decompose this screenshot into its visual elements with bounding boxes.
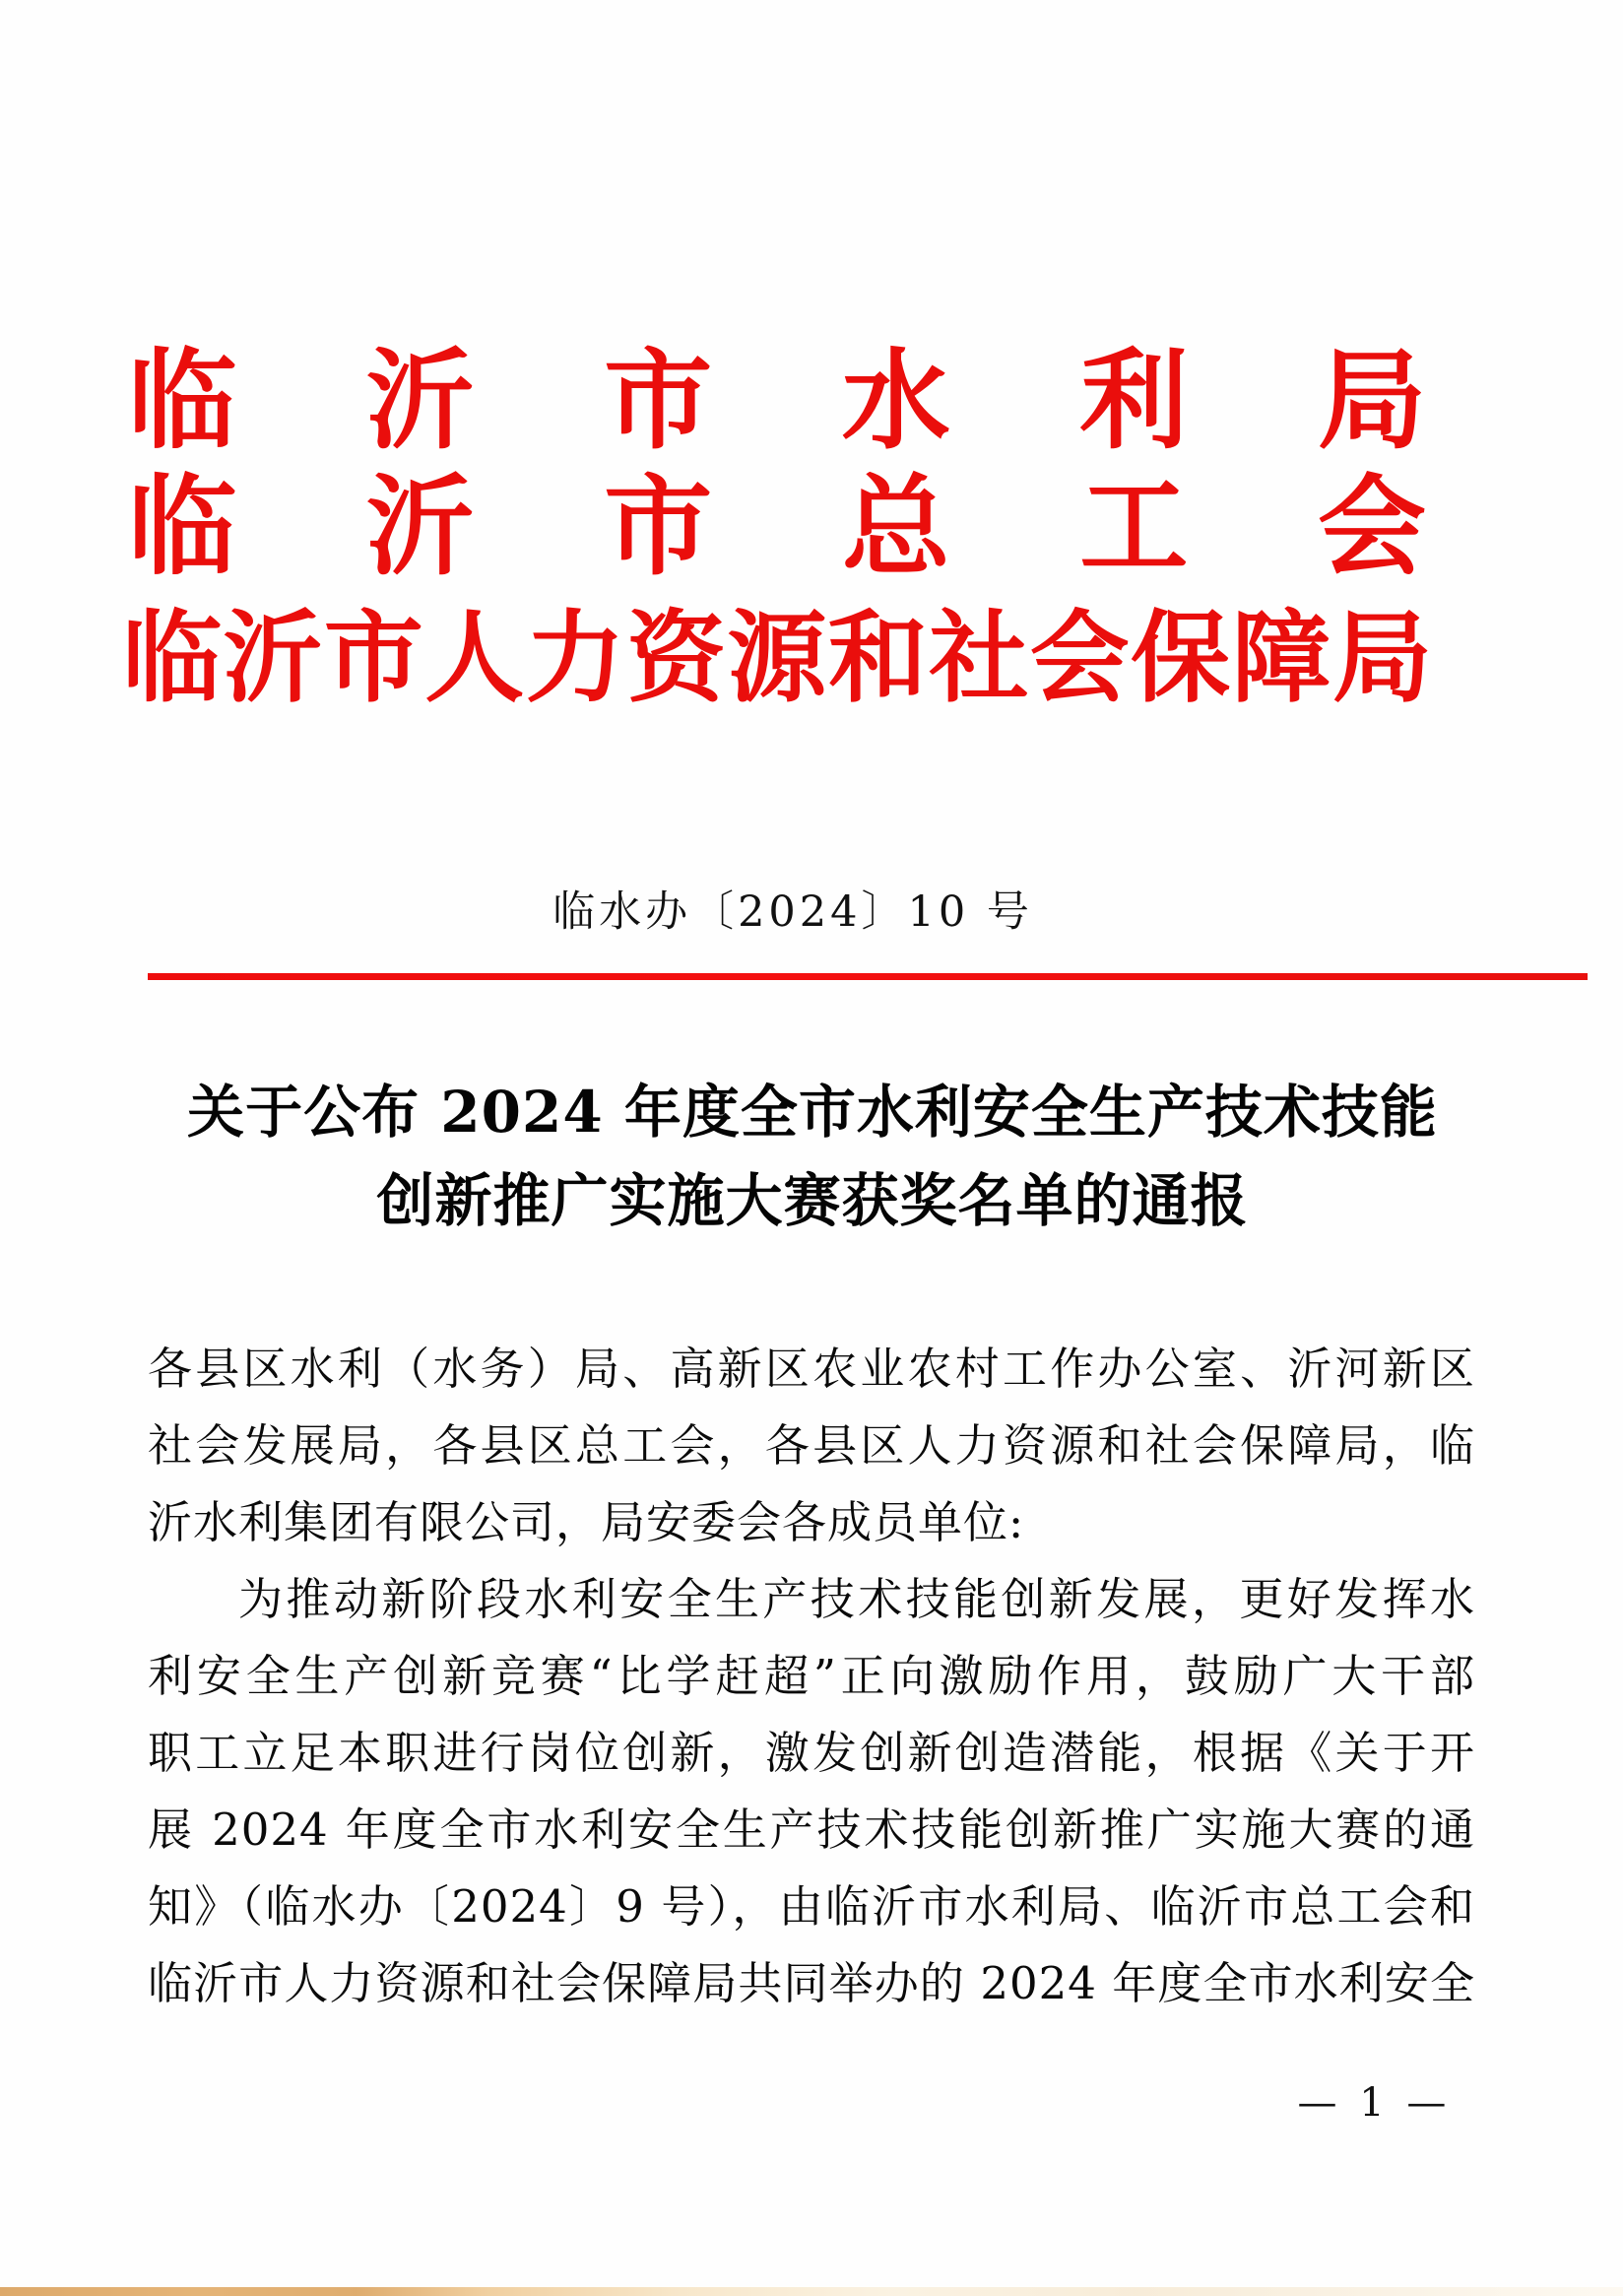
body-line: 利安全生产创新竞赛“比学赶超”正向激励作用，鼓励广大干部	[148, 1650, 1475, 1702]
body-line: 各县区水利（水务）局、高新区农业农村工作办公室、沂河新区	[148, 1343, 1475, 1395]
letterhead-red-rule	[148, 973, 1588, 980]
body-line: 社会发展局，各县区总工会，各县区人力资源和社会保障局，临	[148, 1419, 1475, 1472]
letterhead-org-line-1: 临沂市水利局	[128, 337, 1426, 464]
scan-edge-artifact	[0, 2287, 1623, 2296]
body-line: 临沂市人力资源和社会保障局共同举办的 2024 年度全市水利安全	[148, 1957, 1475, 2009]
body-line-salutation-end: 沂水利集团有限公司，局安委会各成员单位:	[148, 1496, 1025, 1548]
body-line: 知》（临水办〔2024〕9 号），由临沂市水利局、临沂市总工会和	[148, 1880, 1475, 1933]
letterhead-org-line-2: 临沂市总工会	[128, 463, 1426, 590]
body-line: 展 2024 年度全市水利安全生产技术技能创新推广实施大赛的通	[148, 1804, 1475, 1856]
document-title-line-1: 关于公布 2024 年度全市水利安全生产技术技能	[187, 1079, 1438, 1146]
document-body	[148, 1331, 1475, 2022]
body-line: 职工立足本职进行岗位创新，激发创新创造潜能，根据《关于开	[148, 1727, 1475, 1779]
document-number: 临水办〔2024〕10 号	[552, 887, 1033, 937]
letterhead-org-line-3: 临沂市人力资源和社会保障局	[122, 599, 1432, 716]
body-line-paragraph-start: 为推动新阶段水利安全生产技术技能创新发展，更好发挥水	[238, 1573, 1475, 1625]
document-title-line-2: 创新推广实施大赛获奖名单的通报	[376, 1167, 1249, 1234]
page-number: — 1 —	[1297, 2080, 1447, 2126]
